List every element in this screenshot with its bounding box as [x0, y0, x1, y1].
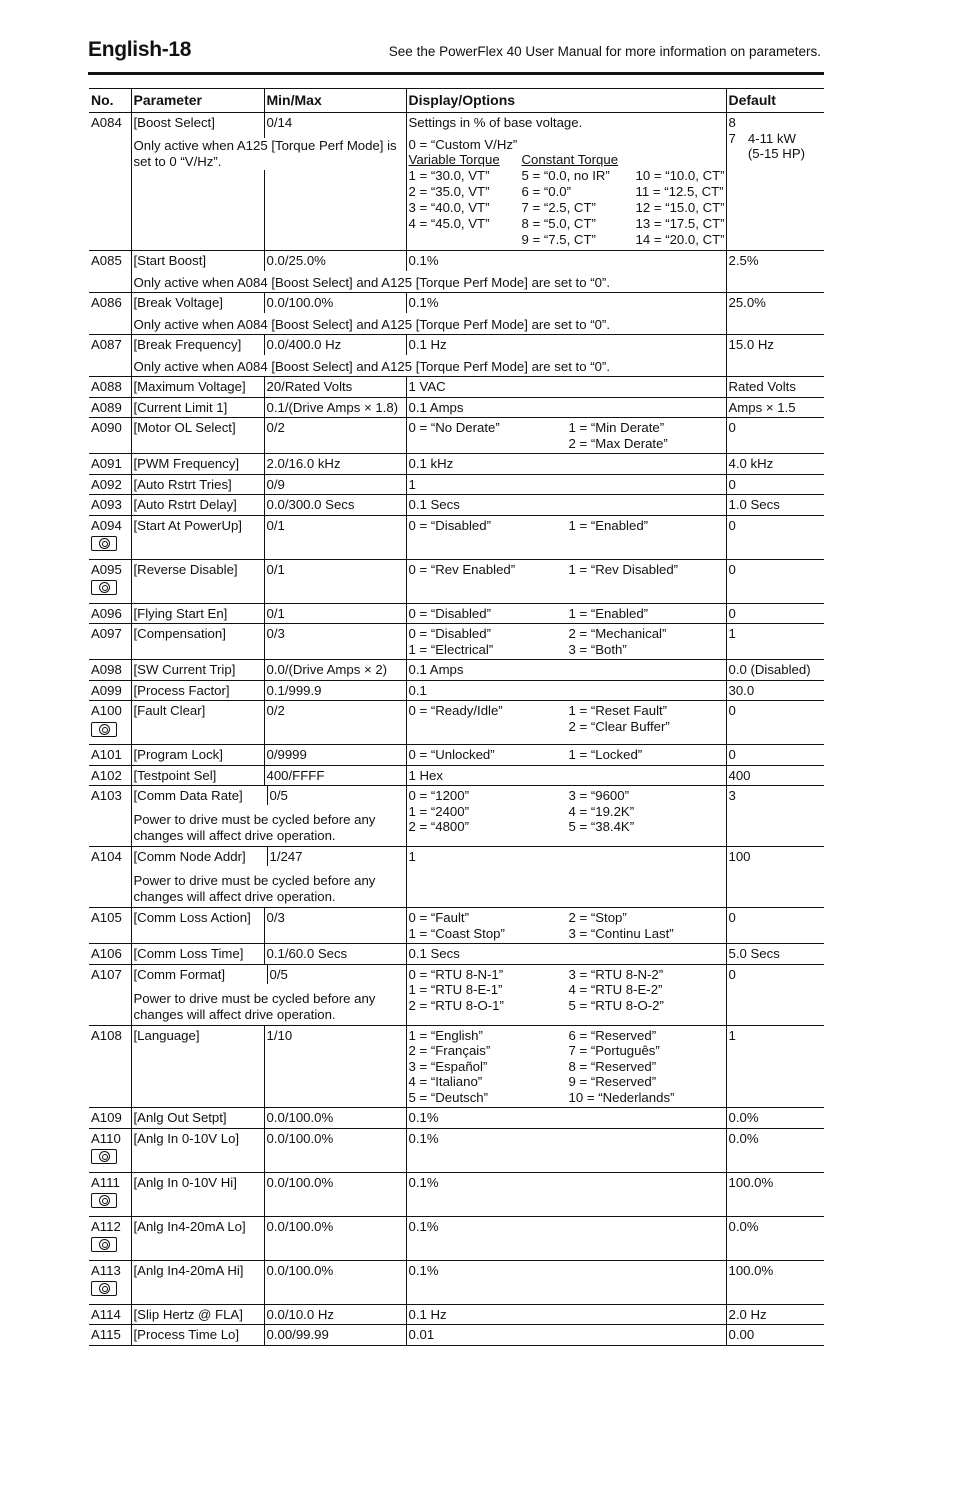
param-no-cell [89, 418, 131, 454]
param-no-cell [89, 786, 131, 847]
option-list: 1 = “Reset Fault” 2 = “Clear Buffer” [568, 703, 670, 734]
param-no: A105 [91, 910, 122, 925]
param-display-cell [406, 603, 726, 624]
param-display: 0.1 Hz [406, 1304, 726, 1325]
param-no-cell [89, 335, 131, 377]
param-default: 0 [726, 559, 824, 603]
param-default: Amps × 1.5 [726, 397, 824, 418]
param-name: [Anlg In4-20mA Hi] [131, 1260, 264, 1304]
option-list: 2 = “Stop” 3 = “Continu Last” [568, 910, 674, 941]
variable-torque-options: 1 = “30.0, VT” 2 = “35.0, VT” 3 = “40.0, VT” 4 = “45.0, VT” [408, 168, 490, 231]
table-row [89, 964, 824, 1025]
param-minmax: 0/14 [264, 113, 406, 251]
param-name: [Boost Select] [133, 115, 215, 130]
param-display-cell [406, 701, 726, 745]
table-row [89, 454, 824, 475]
table-row [89, 1260, 824, 1304]
param-no: A108 [91, 1027, 122, 1043]
param-no-cell [89, 624, 131, 660]
param-no-cell [89, 765, 131, 786]
param-default: 4.0 kHz [726, 454, 824, 475]
param-no: A091 [91, 456, 122, 471]
table-row [89, 745, 824, 766]
param-no-cell [89, 660, 131, 681]
param-no: A114 [91, 1306, 121, 1322]
param-display: 0.1 [406, 680, 726, 701]
param-name: [Comm Format] [133, 966, 226, 982]
param-display: 0.1% [406, 293, 726, 313]
param-minmax: 0.1/60.0 Secs [264, 944, 406, 965]
table-note-row [89, 313, 824, 335]
column-header-display: Display/Options [406, 89, 726, 113]
table-row [89, 418, 824, 454]
param-no-cell [89, 1216, 131, 1260]
param-name: [Compensation] [131, 624, 264, 660]
param-name: [Comm Data Rate] [133, 788, 243, 803]
option-list: 1 = “Enabled” [568, 517, 649, 533]
table-row [89, 603, 824, 624]
param-default: 0.0 (Disabled) [726, 660, 824, 681]
table-row [89, 397, 824, 418]
param-no-cell [89, 603, 131, 624]
param-minmax: 0/3 [264, 908, 406, 944]
param-default: 0 [726, 908, 824, 944]
table-row [89, 377, 824, 398]
param-minmax: 0.0/100.0% [264, 1216, 406, 1260]
param-no-cell [89, 680, 131, 701]
option-list: 0 = “No Derate” [408, 420, 500, 435]
param-display: 1 [406, 847, 726, 908]
param-default-cell [726, 113, 824, 251]
param-minmax: 1/247 [267, 847, 409, 866]
param-minmax: 0/2 [264, 418, 406, 454]
column-header-default: Default [726, 89, 824, 113]
param-minmax: 1/10 [264, 1025, 406, 1108]
param-no-cell [89, 964, 131, 1025]
param-default: 2.5% [726, 251, 824, 293]
table-row [89, 559, 824, 603]
table-row [89, 113, 824, 251]
table-row [89, 701, 824, 745]
param-display: 0.01 [406, 1325, 726, 1346]
param-default: 0 [726, 418, 824, 454]
table-row [89, 1108, 824, 1129]
param-display: 0.1 Secs [406, 944, 726, 965]
param-no-cell [89, 701, 131, 745]
param-display: 0.1 Secs [406, 495, 726, 516]
param-display-cell [406, 624, 726, 660]
param-no: A090 [91, 420, 122, 435]
column-header-no: No. [89, 89, 131, 113]
param-no-cell [89, 908, 131, 944]
param-no: A110 [91, 1130, 121, 1146]
option-list: 0 = “Disabled” [408, 605, 491, 621]
table-row [89, 908, 824, 944]
param-no: A086 [91, 295, 122, 310]
column-header-minmax: Min/Max [264, 89, 406, 113]
table-row [89, 1172, 824, 1216]
param-display: 0.1% [406, 1172, 726, 1216]
stop-drive-icon [91, 1193, 117, 1208]
table-row [89, 944, 824, 965]
param-minmax: 0.0/100.0% [264, 1128, 406, 1172]
table-row [89, 293, 824, 313]
param-display-cell [406, 418, 726, 454]
param-no: A087 [91, 337, 122, 352]
param-name-cell [131, 964, 406, 1025]
param-no: A084 [89, 113, 131, 251]
param-name: [Comm Node Addr] [133, 849, 246, 864]
param-display: 0.1% [406, 1108, 726, 1129]
param-default: 3 [726, 786, 824, 847]
param-note: Only active when A084 [Boost Select] and A125 [Torque Perf Mode] are set to “0”. [131, 271, 726, 293]
param-note: Only active when A084 [Boost Select] and A125 [Torque Perf Mode] are set to “0”. [131, 313, 726, 335]
table-row [89, 1128, 824, 1172]
param-no-cell [89, 1128, 131, 1172]
param-name: [Anlg In4-20mA Lo] [131, 1216, 264, 1260]
param-no: A107 [91, 966, 122, 982]
param-default: 0 [726, 745, 824, 766]
table-row [89, 251, 824, 271]
param-default: 25.0% [726, 293, 824, 335]
param-minmax: 0/1 [264, 603, 406, 624]
param-default: 0.0% [726, 1128, 824, 1172]
param-display-cell [406, 515, 726, 559]
param-no-cell [89, 1304, 131, 1325]
param-name: [Process Factor] [131, 680, 264, 701]
param-default: 100 [726, 847, 824, 908]
param-display: 0.1 kHz [406, 454, 726, 475]
param-no-cell [89, 495, 131, 516]
param-note: Power to drive must be cycled before any changes will affect drive operation. [133, 990, 376, 1022]
param-display: 1 Hex [406, 765, 726, 786]
option-list: 0 = “Disabled” [408, 517, 491, 533]
param-no-cell [89, 1325, 131, 1346]
param-no-cell [89, 847, 131, 908]
param-minmax: 0.0/10.0 Hz [264, 1304, 406, 1325]
constant-torque-heading: Constant Torque [521, 152, 619, 167]
param-name: [Start Boost] [131, 251, 264, 271]
param-no: A089 [91, 399, 122, 415]
param-default: 0.00 [726, 1325, 824, 1346]
param-display-cell [406, 113, 726, 251]
display-line: Settings in % of base voltage. [408, 115, 583, 130]
param-name: [Slip Hertz @ FLA] [131, 1304, 264, 1325]
param-no-cell [89, 1172, 131, 1216]
option-list: 0 = “Ready/Idle” [408, 703, 503, 718]
param-no-cell [89, 377, 131, 398]
param-minmax: 0/5 [267, 965, 409, 984]
page-title: English-18 [88, 38, 192, 61]
param-name: [Anlg In 0-10V Hi] [131, 1172, 264, 1216]
param-no: A104 [91, 849, 122, 864]
param-note: Power to drive must be cycled before any changes will affect drive operation. [133, 873, 376, 904]
table-row [89, 847, 824, 908]
param-no: A109 [91, 1110, 122, 1125]
option-list: 1 = “Min Derate” 2 = “Max Derate” [568, 420, 668, 451]
param-name: [Auto Rstrt Delay] [131, 495, 264, 516]
param-name-cell [131, 847, 406, 908]
param-note: Only active when A084 [Boost Select] and A125 [Torque Perf Mode] are set to “0”. [131, 355, 726, 377]
param-no-cell [89, 1260, 131, 1304]
param-minmax: 0.0/25.0% [264, 251, 406, 271]
param-display-cell [406, 1025, 726, 1108]
param-no-cell [89, 251, 131, 293]
table-row [89, 680, 824, 701]
param-no-cell [89, 454, 131, 475]
param-no: A101 [91, 747, 122, 762]
table-row [89, 1325, 824, 1346]
param-name: [PWM Frequency] [131, 454, 264, 475]
param-minmax: 0.1/999.9 [264, 680, 406, 701]
table-row [89, 660, 824, 681]
param-default-alt-note: 4-11 kW (5-15 HP) [747, 130, 806, 161]
table-row [89, 1304, 824, 1325]
param-no: A095 [91, 561, 122, 577]
param-name: [Flying Start En] [131, 603, 264, 624]
param-minmax: 0.0/100.0% [264, 1108, 406, 1129]
constant-torque-options: 5 = “0.0, no IR” 6 = “0.0” 7 = “2.5, CT” 8 = “5.0, CT” 9 = “7.5, CT” [521, 168, 610, 247]
constant-torque-options-2: 10 = “10.0, CT” 11 = “12.5, CT” 12 = “15.0, CT” 13 = “17.5, CT” 14 = “20.0, CT” [635, 168, 725, 247]
param-no: A093 [91, 497, 122, 512]
param-default: 0.0% [726, 1108, 824, 1129]
param-default: 100.0% [726, 1172, 824, 1216]
param-minmax: 0/1 [264, 515, 406, 559]
option-list: 6 = “Reserved” 7 = “Português” 8 = “Reserved” 9 = “Reserved” 10 = “Nederlands” [568, 1027, 675, 1105]
param-display: 0.1% [406, 1128, 726, 1172]
param-default: Rated Volts [726, 377, 824, 398]
param-no-cell [89, 745, 131, 766]
param-minmax: 0/9999 [264, 745, 406, 766]
option-list: 0 = “Fault” 1 = “Coast Stop” [408, 910, 505, 941]
param-name: [Language] [131, 1025, 264, 1108]
param-name: [Anlg Out Setpt] [131, 1108, 264, 1129]
param-default: 0 [726, 515, 824, 559]
param-default: 15.0 Hz [726, 335, 824, 377]
param-name: [SW Current Trip] [131, 660, 264, 681]
param-no-cell [89, 293, 131, 335]
param-display-cell [406, 786, 726, 847]
param-default: 400 [726, 765, 824, 786]
param-minmax: 0.0/100.0% [264, 1260, 406, 1304]
param-default: 0 [726, 603, 824, 624]
param-display: 0.1% [406, 1216, 726, 1260]
parameter-table [89, 88, 824, 1346]
param-name: [Motor OL Select] [131, 418, 264, 454]
param-minmax: 0.0/100.0% [264, 1172, 406, 1216]
param-default: 2.0 Hz [726, 1304, 824, 1325]
option-list: 0 = “Rev Enabled” [408, 561, 516, 577]
param-no-cell [89, 944, 131, 965]
param-name: [Start At PowerUp] [131, 515, 264, 559]
param-name: [Testpoint Sel] [131, 765, 264, 786]
param-note: Power to drive must be cycled before any changes will affect drive operation. [133, 812, 376, 843]
param-display: 0.1 Amps [406, 397, 726, 418]
param-display: 0.1 Hz [406, 335, 726, 355]
param-no: A102 [91, 767, 122, 783]
param-display: 0.1% [406, 1260, 726, 1304]
table-header-row [89, 89, 824, 113]
param-default: 1 [726, 1025, 824, 1108]
stop-drive-icon [91, 1237, 117, 1252]
param-default: 1.0 Secs [726, 495, 824, 516]
param-display-cell [406, 964, 726, 1025]
option-list: 1 = “Locked” [568, 747, 643, 762]
param-minmax: 20/Rated Volts [264, 377, 406, 398]
table-row [89, 765, 824, 786]
table-row [89, 495, 824, 516]
param-minmax: 0/2 [264, 701, 406, 745]
param-name: [Program Lock] [131, 745, 264, 766]
param-minmax: 0/1 [264, 559, 406, 603]
header-note: See the PowerFlex 40 User Manual for more information on parameters. [388, 44, 821, 59]
param-no-cell [89, 1108, 131, 1129]
param-no: A088 [91, 379, 122, 394]
param-name: [Break Voltage] [131, 293, 264, 313]
param-no: A098 [91, 662, 122, 677]
param-default: 0 [726, 964, 824, 1025]
option-list: 1 = “Enabled” [568, 605, 649, 621]
variable-torque-heading: Variable Torque [408, 152, 500, 167]
option-list: 0 = “RTU 8-N-1” 1 = “RTU 8-E-1” 2 = “RTU 8-O-1” [408, 966, 504, 1013]
option-list: 1 = “English” 2 = “Français” 3 = “Español” 4 = “Italiano” 5 = “Deutsch” [408, 1027, 491, 1105]
param-display-cell [406, 559, 726, 603]
param-name: [Auto Rstrt Tries] [131, 474, 264, 495]
param-no: A111 [91, 1174, 120, 1190]
column-header-parameter: Parameter [131, 89, 264, 113]
param-minmax: 0/3 [264, 624, 406, 660]
param-minmax: 0/5 [267, 786, 409, 805]
param-name-cell [131, 786, 406, 847]
param-default: 0.0% [726, 1216, 824, 1260]
param-minmax: 2.0/16.0 kHz [264, 454, 406, 475]
option-list: 3 = “9600” 4 = “19.2K” 5 = “38.4K” [568, 788, 635, 834]
header-rule [88, 72, 824, 75]
param-no: A097 [91, 626, 122, 641]
param-default: 30.0 [726, 680, 824, 701]
param-name: [Reverse Disable] [131, 559, 264, 603]
torque-options [409, 152, 724, 248]
stop-drive-icon [91, 1149, 117, 1164]
stop-drive-icon [91, 580, 117, 595]
param-display: 1 [406, 474, 726, 495]
param-default-alt: 7 [728, 130, 736, 146]
param-no: A092 [91, 476, 122, 492]
param-default: 0 [726, 701, 824, 745]
param-no: A085 [91, 253, 122, 268]
table-row [89, 335, 824, 355]
param-no-cell [89, 559, 131, 603]
param-default: 100.0% [726, 1260, 824, 1304]
param-display-cell [406, 908, 726, 944]
table-row [89, 474, 824, 495]
table-row [89, 1025, 824, 1108]
param-no: A115 [91, 1327, 121, 1342]
param-display-cell [406, 745, 726, 766]
param-minmax: 0.0/100.0% [264, 293, 406, 313]
param-minmax: 0.0/(Drive Amps × 2) [264, 660, 406, 681]
param-default: 5.0 Secs [726, 944, 824, 965]
param-no: A096 [91, 605, 122, 621]
stop-drive-icon [91, 1281, 117, 1296]
param-no-cell [89, 474, 131, 495]
param-no-cell [89, 515, 131, 559]
param-name: [Break Frequency] [131, 335, 264, 355]
option-list: 1 = “Rev Disabled” [568, 561, 679, 577]
param-no: A103 [91, 788, 122, 803]
option-list: 0 = “Disabled” 1 = “Electrical” [408, 626, 494, 657]
param-display: 0.1 Amps [406, 660, 726, 681]
param-name: [Process Time Lo] [131, 1325, 264, 1346]
table-row [89, 786, 824, 847]
param-no: A099 [91, 682, 122, 698]
table-note-row [89, 355, 824, 377]
stop-drive-icon [91, 722, 117, 737]
param-default: 8 [728, 115, 736, 130]
param-display: 0.1% [406, 251, 726, 271]
param-name: [Fault Clear] [131, 701, 264, 745]
param-name: [Comm Loss Time] [131, 944, 264, 965]
option-list: 0 = “Unlocked” [408, 747, 495, 762]
param-no: A094 [91, 517, 122, 533]
param-minmax: 0/9 [264, 474, 406, 495]
param-minmax: 0.0/400.0 Hz [264, 335, 406, 355]
param-minmax: 400/FFFF [264, 765, 406, 786]
stop-drive-icon [91, 536, 117, 551]
param-minmax: 0.00/99.99 [264, 1325, 406, 1346]
param-name: [Anlg In 0-10V Lo] [131, 1128, 264, 1172]
option-list: 0 = “1200” 1 = “2400” 2 = “4800” [408, 788, 469, 834]
param-no: A100 [91, 703, 122, 718]
param-default: 1 [726, 624, 824, 660]
param-name: [Comm Loss Action] [131, 908, 264, 944]
table-row [89, 624, 824, 660]
param-note: Only active when A125 [Torque Perf Mode] is set to 0 “V/Hz”. [134, 138, 404, 170]
param-no-cell [89, 397, 131, 418]
table-row [89, 515, 824, 559]
table-note-row [89, 271, 824, 293]
param-minmax: 0.0/300.0 Secs [264, 495, 406, 516]
option-list: 2 = “Mechanical” 3 = “Both” [568, 626, 667, 657]
param-display: 1 VAC [406, 377, 726, 398]
display-line: 0 = “Custom V/Hz” [408, 136, 518, 152]
param-no: A113 [91, 1262, 121, 1278]
param-default: 0 [726, 474, 824, 495]
param-no-cell [89, 1025, 131, 1108]
option-list: 3 = “RTU 8-N-2” 4 = “RTU 8-E-2” 5 = “RTU 8-O-2” [568, 966, 664, 1013]
param-no: A112 [91, 1218, 121, 1234]
table-row [89, 1216, 824, 1260]
param-minmax: 0.1/(Drive Amps × 1.8) [264, 397, 406, 418]
param-name: [Maximum Voltage] [131, 377, 264, 398]
param-no: A106 [91, 946, 122, 961]
param-name: [Current Limit 1] [131, 397, 264, 418]
